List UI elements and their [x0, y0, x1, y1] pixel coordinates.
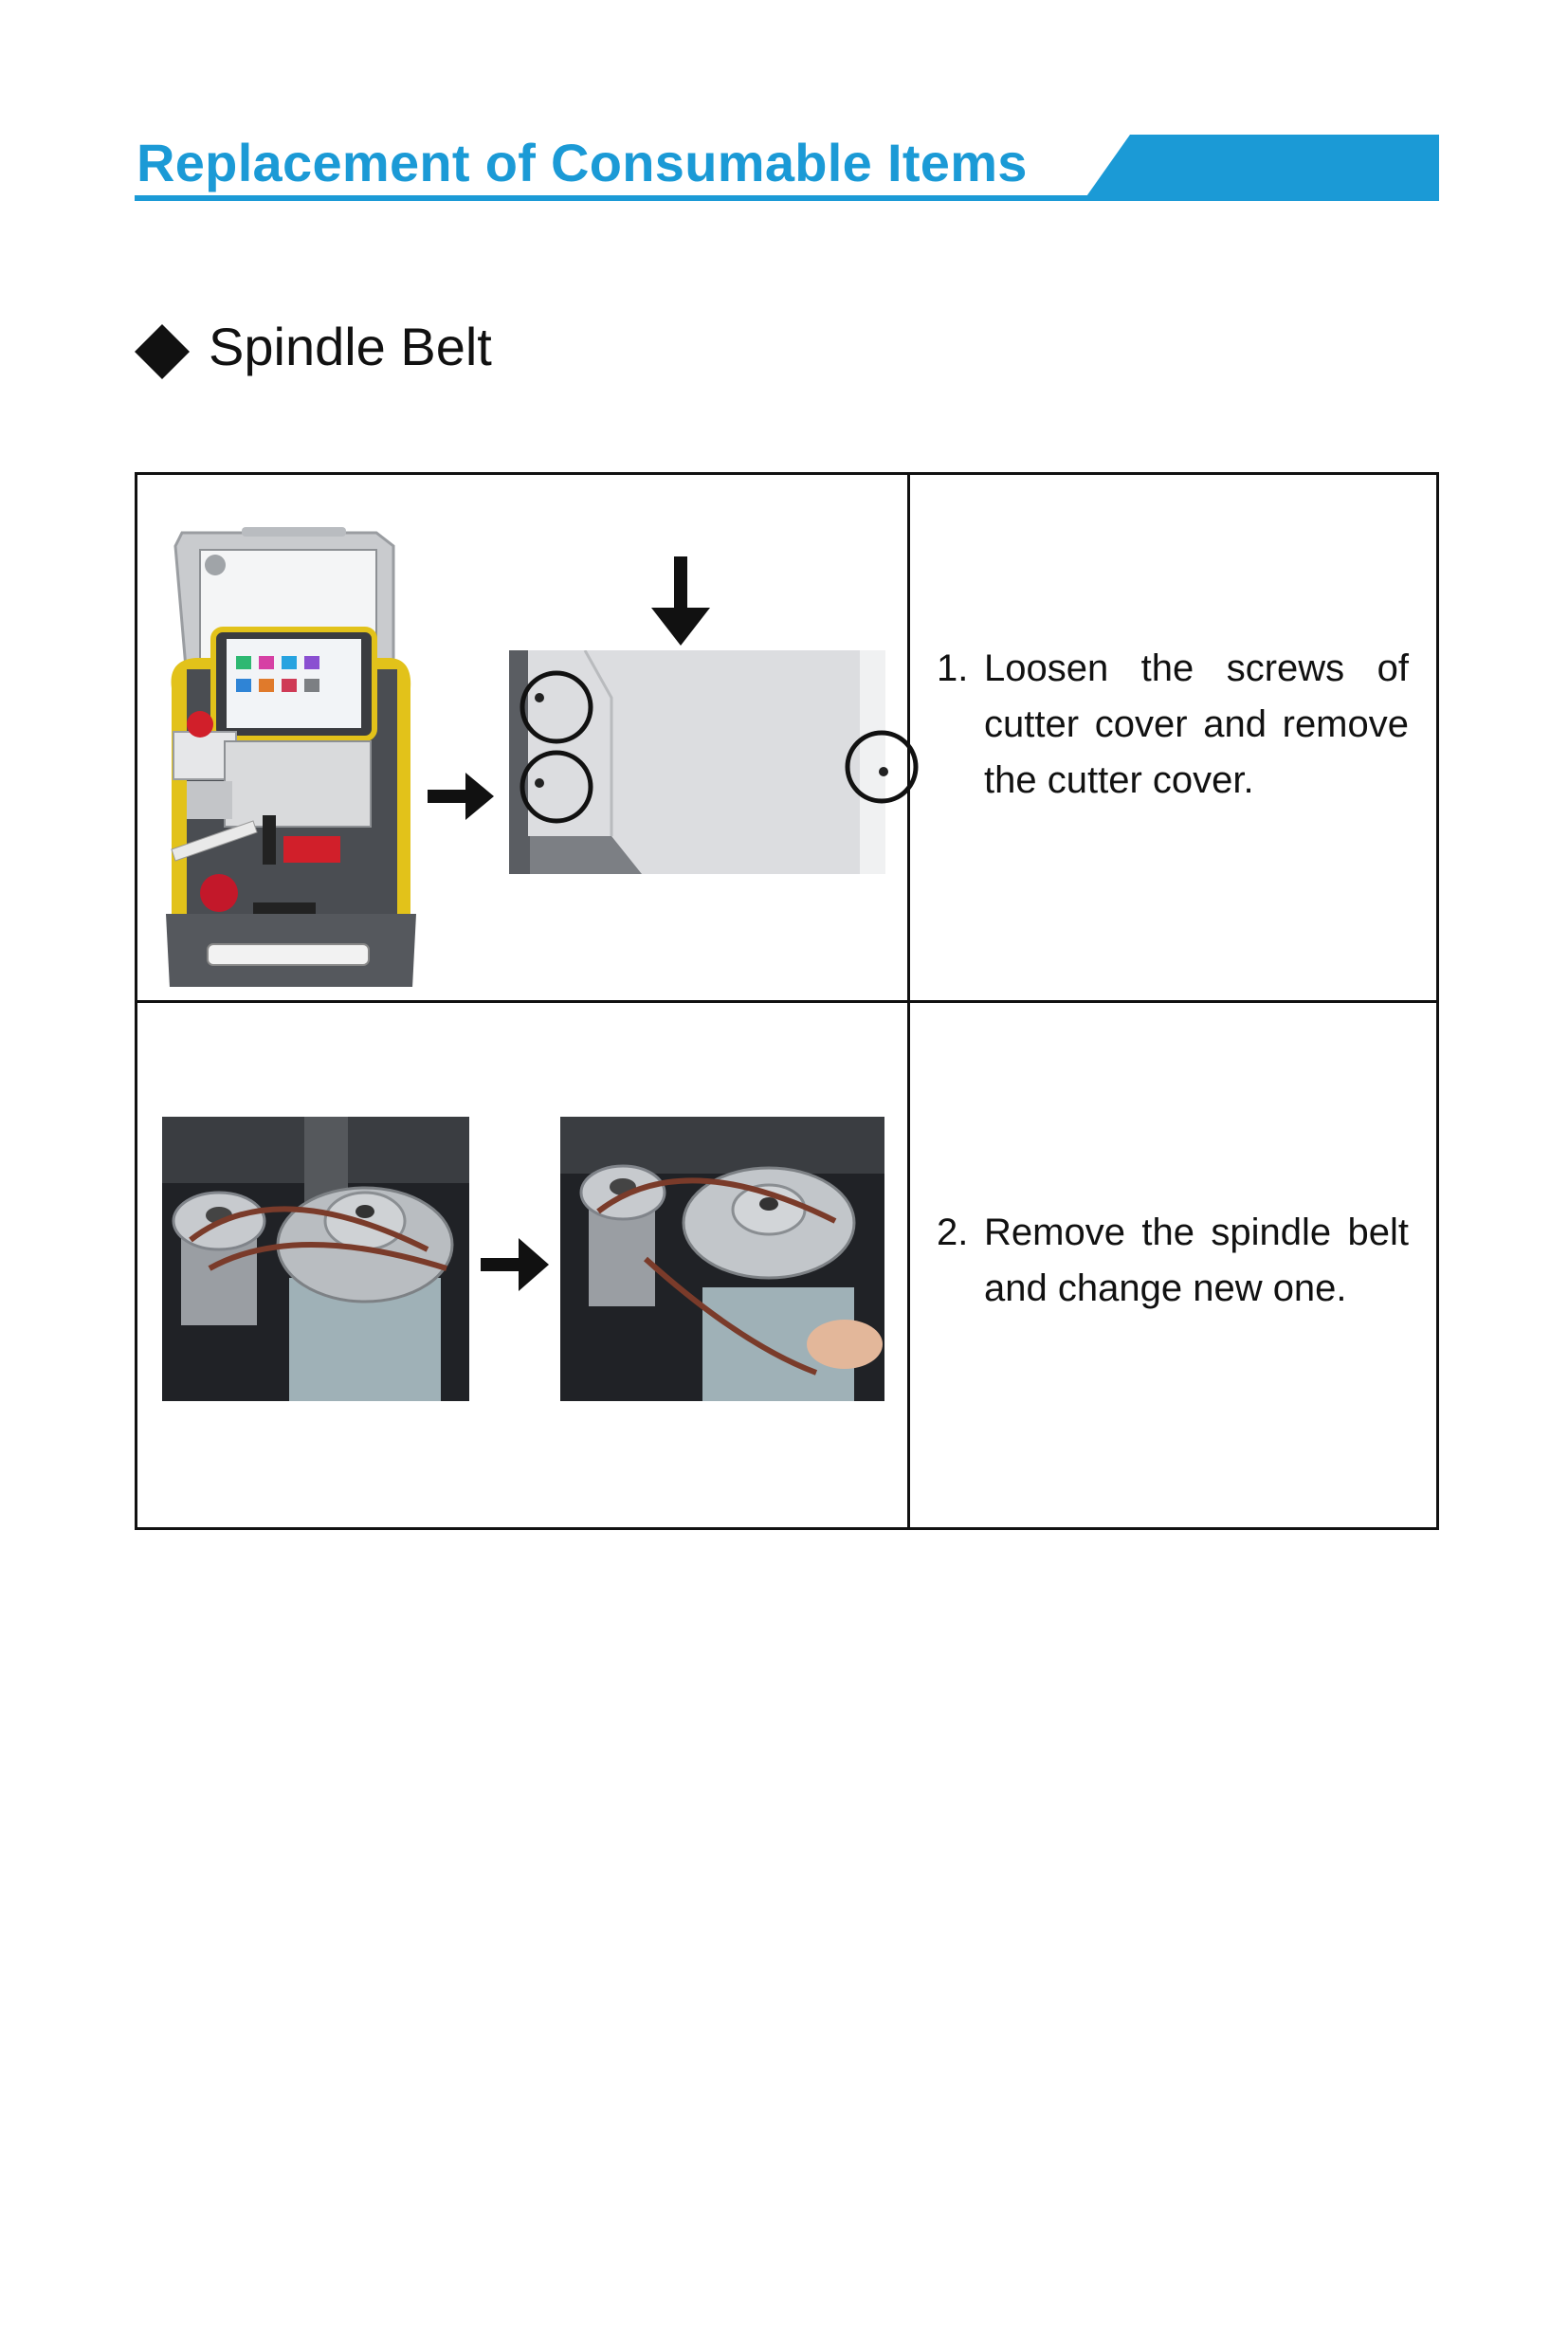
step-row	[137, 475, 1436, 1003]
step-number: 2.	[937, 1212, 969, 1253]
arrow-right-icon	[428, 771, 494, 822]
step-row	[137, 1003, 1436, 1527]
arrow-down-icon	[649, 556, 712, 647]
diamond-bullet-icon	[135, 324, 190, 379]
step-images-cell	[137, 475, 910, 1000]
cutter-cover-closeup-photo	[509, 650, 919, 887]
steps-table	[135, 472, 1439, 1530]
step-text: Loosen the screws of cutter cover and remove the cutter cover.	[984, 647, 1409, 801]
page-title: Replacement of Consumable Items	[137, 133, 1028, 192]
arrow-right-icon	[481, 1236, 549, 1293]
step-images-cell	[137, 1003, 910, 1527]
key-cutting-machine-illustration	[158, 527, 433, 987]
spindle-belt-after-photo	[560, 1117, 884, 1401]
page-header	[135, 133, 1439, 203]
step-number: 1.	[937, 647, 969, 689]
step-text-cell	[910, 475, 1436, 1000]
step-text: Remove the spindle belt and change new one.	[984, 1212, 1409, 1309]
section-title: Spindle Belt	[209, 317, 492, 376]
spindle-belt-before-photo	[162, 1117, 469, 1401]
step-text-cell	[910, 1003, 1436, 1527]
